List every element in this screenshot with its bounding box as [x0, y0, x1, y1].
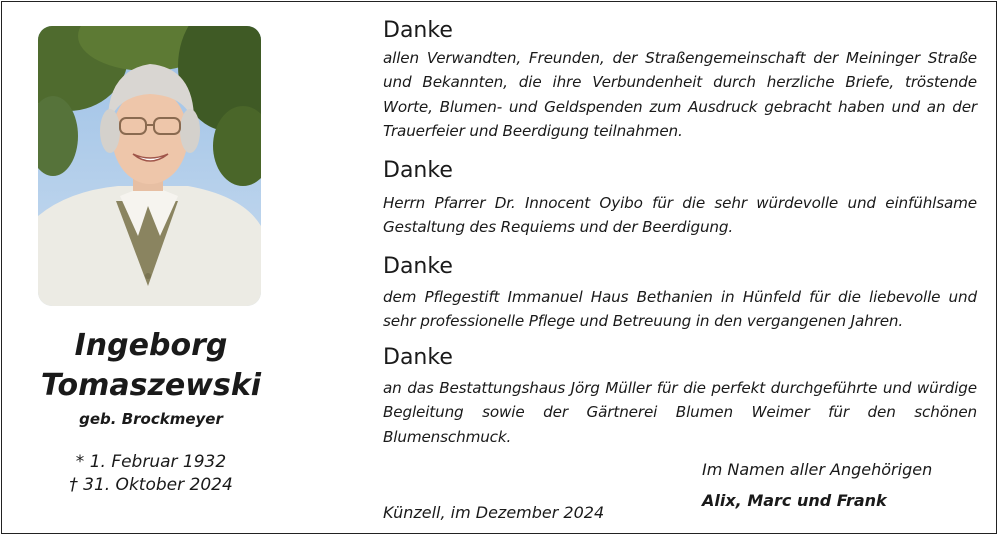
thanks-heading-4: Danke: [383, 345, 453, 370]
birth-date: * 1. Februar 1932: [75, 452, 227, 472]
signature-names: Alix, Marc und Frank: [702, 491, 887, 510]
death-date: † 31. Oktober 2024: [69, 475, 233, 495]
signature-intro: Im Namen aller Angehörigen: [702, 460, 933, 479]
deceased-last-name: Tomaszewski: [40, 368, 262, 403]
thanks-text-1: allen Verwandten, Freunden, der Straßengemeinschaft der Meininger Straße und Bekannten, die ihre Verbundenheit durch herzliche Briefe, tröstende Worte, Blumen- und Geldspenden zum Ausdruck gebracht haben und an der Trauerfeier und Beerdigung teilnahmen.: [383, 49, 977, 140]
thanks-heading-3: Danke: [383, 254, 453, 279]
thanks-heading-1: Danke: [383, 18, 453, 43]
deceased-first-name: Ingeborg: [74, 328, 228, 363]
thanks-text-2: Herrn Pfarrer Dr. Innocent Oyibo für die sehr würdevolle und einfühlsame Gestaltung des Requiems und der Beerdigung.: [383, 194, 977, 237]
thanks-text-4: an das Bestattungshaus Jörg Müller für die perfekt durchgeführte und würdige Begleitung sowie der Gärtnerei Blumen Weimer für den schönen Blumenschmuck.: [383, 379, 977, 446]
maiden-name: geb. Brockmeyer: [79, 410, 223, 428]
place-date: Künzell, im Dezember 2024: [383, 503, 605, 522]
thanks-text-3: dem Pflegestift Immanuel Haus Bethanien in Hünfeld für die liebevolle und sehr professionelle Pflege und Betreuung in den vergangenen Jahren.: [383, 288, 977, 331]
portrait-photo: [38, 26, 261, 306]
thanks-heading-2: Danke: [383, 158, 453, 183]
